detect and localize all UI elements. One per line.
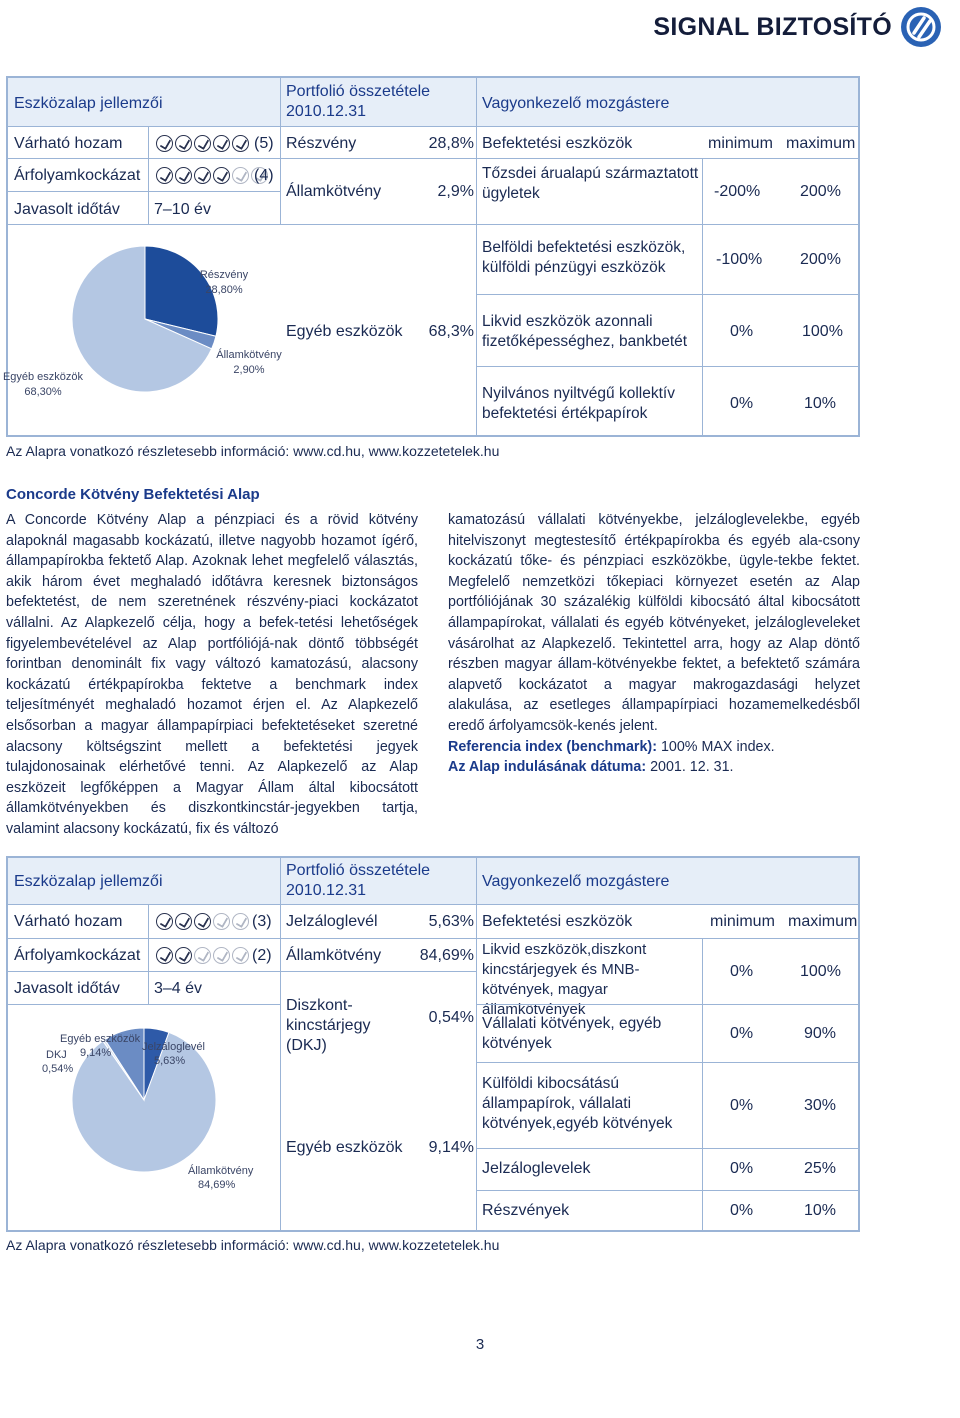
table2-col3-header: Vagyonkezelő mozgástere [482, 873, 670, 890]
table2-col2-header: Portfolió összetétele 2010.12.31 [286, 862, 431, 899]
table1-risk-label: Árfolyamkockázat [14, 167, 141, 184]
table2-portfolio-item-name: Diszkont-kincstárjegy (DKJ) [286, 997, 371, 1054]
table1-limit-label: Nyilvános nyiltvégű kollektív befektetési értékpapírok [482, 385, 675, 422]
rating-icon [213, 913, 230, 930]
rating-icon [232, 947, 249, 964]
table1-col3-header: Vagyonkezelő mozgástere [482, 95, 670, 112]
benchmark-label: Referencia index (benchmark): [448, 738, 657, 755]
table2-portfolio-item-name: Államkötvény [286, 947, 382, 964]
table1-header-row [8, 78, 858, 126]
portfolio-pie-chart-1 [70, 244, 220, 394]
table2-expected-return-value: (3) [252, 913, 272, 930]
table1-expected-return-value: (5) [254, 135, 274, 152]
rating-icon [156, 947, 173, 964]
table1-info-note: Az Alapra vonatkozó részletesebb információ: www.cd.hu, www.kozzetetelek.hu [6, 443, 500, 459]
table1-portfolio-item-value: 2,9% [437, 183, 474, 200]
table2-limit-max: 100% [800, 963, 841, 980]
section-right-column [448, 510, 860, 778]
table1-max-header: maximum [786, 135, 856, 152]
table2-portfolio-item-value: 9,14% [428, 1139, 474, 1156]
rating-icon [232, 913, 249, 930]
table2-portfolio-item-value: 0,54% [428, 1009, 474, 1026]
table1-expected-return-rating [156, 135, 249, 152]
fund-table-2 [6, 856, 860, 1232]
table1-limit-max: 200% [800, 251, 841, 268]
table1-horizon-value: 7–10 év [154, 201, 211, 218]
table2-risk-value: (2) [252, 947, 272, 964]
table1-horizon-label: Javasolt időtáv [14, 201, 120, 218]
rating-icon [232, 135, 249, 152]
start-date-label: Az Alap indulásának dátuma: [448, 759, 647, 776]
table1-min-header: minimum [708, 135, 773, 152]
rating-icon [175, 913, 192, 930]
rating-icon [194, 947, 211, 964]
pie2-value-allam: 84,69% [198, 1179, 236, 1191]
table1-portfolio-item-name: Államkötvény [286, 183, 382, 200]
table1-limit-label: Likvid eszközök azonnali fizetőképességhez, bankbetét [482, 313, 688, 350]
pie1-label-reszveny: Részvény [199, 269, 249, 281]
pie1-value-allam: 2,90% [233, 364, 265, 376]
table1-limit-min: -100% [716, 251, 763, 268]
pie1-value-egyeb: 68,30% [24, 386, 62, 398]
pie2-label-allam: Államkötvény [188, 1165, 254, 1177]
table1-risk-value: (4) [254, 167, 274, 184]
rating-icon [156, 913, 173, 930]
table1-limit-max: 100% [802, 323, 843, 340]
table2-limit-label: Külföldi kibocsátású állampapírok, vállalati kötvények,egyéb kötvények [482, 1075, 673, 1132]
table1-limit-label: Tőzsdei árualapú származtatott ügyletek [482, 165, 699, 202]
table2-limit-min: 0% [730, 1097, 754, 1114]
pie1-label-egyeb: Egyéb eszközök [2, 371, 84, 383]
pie2-label-jelz: Jelzáloglevél [142, 1041, 205, 1053]
table2-portfolio-item-value: 5,63% [428, 913, 474, 930]
brand-name: SIGNAL BIZTOSÍTÓ [653, 12, 892, 41]
rating-icon [213, 167, 230, 184]
table2-portfolio-item-name: Egyéb eszközök [286, 1139, 403, 1156]
table2-portfolio-item-name: Jelzáloglevél [286, 913, 378, 930]
table2-risk-rating [156, 947, 249, 964]
pie2-label-dkj: DKJ [46, 1049, 67, 1061]
table1-portfolio-item-value: 68,3% [428, 323, 474, 340]
table2-limit-max: 90% [804, 1025, 837, 1042]
table1-portfolio-item-value: 28,8% [428, 135, 474, 152]
table1-limit-min: -200% [714, 183, 761, 200]
pie1-label-allam: Államkötvény [216, 349, 282, 361]
table2-limit-min: 0% [730, 1202, 754, 1219]
table1-limit-label: Belföldi befektetési eszközök, külföldi pénzügyi eszközök [482, 239, 686, 276]
table1-limit-min: 0% [730, 395, 754, 412]
start-date-value: 2001. 12. 31. [650, 759, 734, 776]
rating-icon [213, 135, 230, 152]
fund-table-1 [2, 76, 860, 437]
table1-limit-min: 0% [730, 323, 754, 340]
rating-icon [175, 947, 192, 964]
section-left-text: A Concorde Kötvény Alap a pénzpiaci és a rövid kötvény alapoknál magasabb kockázatú, illetve nagyobb hozamot ígérő, állampapírokba fektető Alap. Azoknak lehet megfelelő választás, akik három évet meghaladó időtávra keresnek biztonságos befektetést, de nem szeretnének részvény-piaci kockázatot vállalni. Az Alapkezelő célja, hogy a befek-tetési lehetőségek figyelembevételével az Alap portfóliójá-nak döntő többségét forintban denominált fix vagy változó kamatozású, alacsony kockázatú értékpapírokba fektetve a benchmark index teljesítményét meghaladó hozamot érjen el. Az Alapkezelő elsősorban a magyar állampapírpiaci befektetéseket szeretné alacsony költségszint mellett a befektetési jegyek tulajdonosainak elérhetővé tenni. Az Alapkezelő az Alap eszközeit legfőképpen a Magyar Állam által kibocsátott államkötvényekben és diszkontkincstár-jegyekben tartja, valamint alacsony kockázatú, fix és változó [6, 512, 418, 837]
section-right-text: kamatozású vállalati kötvényekbe, jelzáloglevelekbe, egyéb hitelviszonyt megtestesítő értékpapírokba és egyéb ala-csony kockázatú tőke- és pénzpiaci eszközökbe, ügyle-tekbe fektet. Megfelelő nemzetközi tőkepiaci környezet esetén az Alap portfóliójának 30 százalékig külföldi kibocsátó által kibocsátott állampapírokat, vállalati és egyéb kötvényeket, jelzálogleveleket vásárolhat az Alapkezelő. Tekintettel arra, hogy az Alap döntő részben magyar állam-kötvényekbe fektet, a befektető számára alapvető kockázatot a magyar makrogazdasági helyzet alakulása, az esetleges állampapírpiaci hozamemelkedésből eredő árfolyamcsök-kenés jelent. [448, 512, 860, 734]
rating-icon [194, 913, 211, 930]
fund-section-title: Concorde Kötvény Befektetési Alap [6, 486, 260, 503]
rating-icon [232, 167, 249, 184]
table1-risk-rating [156, 167, 268, 184]
rating-icon [194, 167, 211, 184]
table1-expected-return-label: Várható hozam [14, 135, 123, 152]
pie1-value-reszveny: 28,80% [205, 284, 243, 296]
table1-col1-header: Eszközalap jellemzői [14, 95, 163, 112]
page-number: 3 [475, 1336, 485, 1353]
table1-col2-header: Portfolió összetétele 2010.12.31 [286, 83, 431, 120]
table2-horizon-value: 3–4 év [154, 980, 203, 997]
rating-icon [156, 135, 173, 152]
table2-limit-max: 30% [804, 1097, 837, 1114]
benchmark-value: 100% MAX index. [660, 738, 775, 755]
table2-min-header: minimum [710, 913, 775, 930]
table1-portfolio-item-name: Egyéb eszközök [286, 323, 403, 340]
signal-logo-icon [900, 6, 942, 48]
rating-icon [175, 135, 192, 152]
table2-limits-header-label: Befektetési eszközök [482, 913, 633, 930]
table2-limit-min: 0% [730, 1025, 754, 1042]
brand-header [653, 6, 942, 48]
section-left-column [6, 510, 418, 840]
table1-limits-header-label: Befektetési eszközök [482, 135, 633, 152]
table2-limit-label: Vállalati kötvények, egyéb kötvények [482, 1015, 662, 1052]
table2-horizon-label: Javasolt időtáv [14, 980, 120, 997]
table2-limit-label: Részvények [482, 1202, 570, 1219]
table1-limit-max: 10% [804, 395, 837, 412]
table2-col1-header: Eszközalap jellemzői [14, 873, 163, 890]
pie2-label-egyeb: Egyéb eszközök [60, 1033, 141, 1045]
table2-limit-max: 10% [804, 1202, 837, 1219]
table2-limit-min: 0% [730, 963, 754, 980]
table2-portfolio-item-value: 84,69% [419, 947, 474, 964]
table2-limit-min: 0% [730, 1160, 754, 1177]
table2-limit-max: 25% [804, 1160, 837, 1177]
pie2-value-dkj: 0,54% [42, 1063, 74, 1075]
table2-risk-label: Árfolyamkockázat [14, 947, 141, 964]
table2-header-row [8, 858, 858, 904]
rating-icon [175, 167, 192, 184]
table2-limit-label: Likvid eszközök,diszkont kincstárjegyek és MNB-kötvények, magyar államkötvények [482, 941, 647, 1018]
pie2-value-egyeb: 9,14% [80, 1047, 112, 1059]
rating-icon [156, 167, 173, 184]
table1-limit-max: 200% [800, 183, 841, 200]
table2-expected-return-label: Várható hozam [14, 913, 123, 930]
table2-info-note: Az Alapra vonatkozó részletesebb információ: www.cd.hu, www.kozzetetelek.hu [6, 1237, 500, 1253]
rating-icon [194, 135, 211, 152]
table2-expected-return-rating [156, 913, 249, 930]
table2-limit-label: Jelzáloglevelek [482, 1160, 591, 1177]
pie2-value-jelz: 5,63% [154, 1055, 186, 1067]
table1-portfolio-item-name: Részvény [286, 135, 357, 152]
table2-max-header: maximum [788, 913, 858, 930]
rating-icon [213, 947, 230, 964]
